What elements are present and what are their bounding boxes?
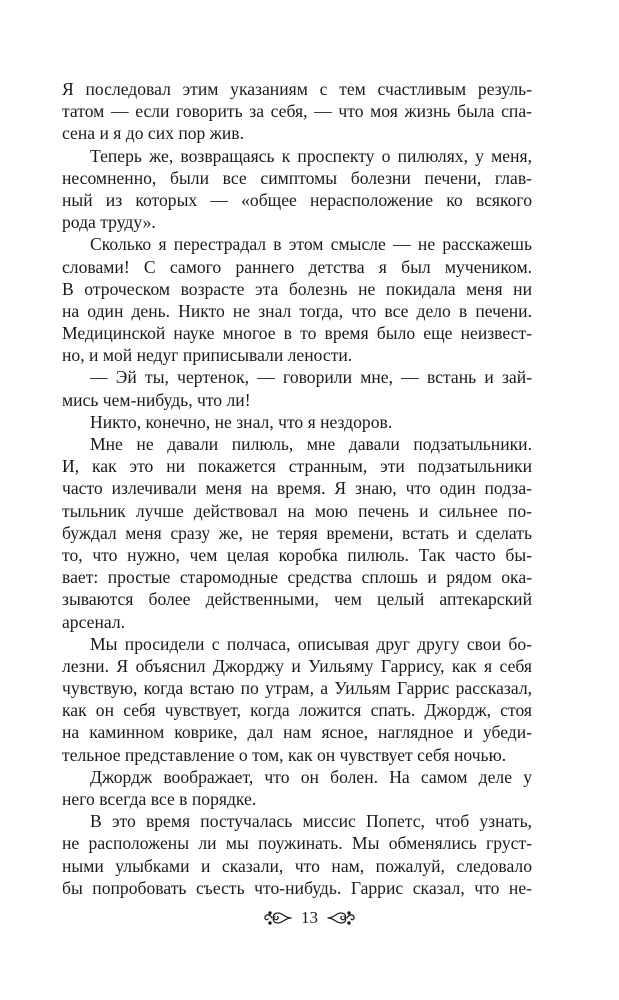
text-line: Теперь же, возвращаясь к проспекту о пилюлях, у меня, <box>90 145 532 166</box>
text-line: И, как это ни покажется странным, эти подзатыльники <box>62 456 532 477</box>
text-line: тельное представление о том, как он чувствует себя ночью. <box>62 744 507 765</box>
text-line: Джордж воображает, что он болен. На самом деле у <box>90 766 532 787</box>
text-line: него всегда все в порядке. <box>62 789 257 809</box>
text-line: как он себя чувствует, когда ложится спать. Джордж, стоя <box>62 700 532 721</box>
body-text <box>62 78 532 899</box>
text-line: лезни. Я объяснил Джорджу и Уильяму Гаррису, как я себя <box>62 655 532 676</box>
text-line: Я последовал этим указаниям с тем счастливым резуль- <box>62 79 532 99</box>
text-line: то, что нужно, чем целая коробка пилюль. Так часто бы- <box>62 544 532 565</box>
text-line: буждал меня сразу же, не теряя времени, встать и сделать <box>62 522 532 543</box>
text-line: Никто, конечно, не знал, что я нездоров. <box>90 411 393 432</box>
text-line: тыльник лучше действовал на мою печень и сильнее по- <box>62 500 532 521</box>
text-line: не расположены ли мы поужинать. Мы обменялись груст- <box>62 833 532 854</box>
text-line: татом — если говорить за себя, — что моя жизнь была спа- <box>62 101 532 122</box>
ornament-left-icon <box>263 909 293 927</box>
text-line: — Эй ты, чертенок, — говорили мне, — встань и зай- <box>90 367 532 388</box>
text-line: словами! С самого раннего детства я был мучеником. <box>62 256 532 277</box>
text-line: ными улыбками и сказали, что нам, пожалуй, следовало <box>62 855 532 876</box>
text-line: Сколько я перестрадал в этом смысле — не расскажешь <box>90 234 532 255</box>
text-line: В это время постучалась миссис Попетс, чтоб узнать, <box>90 811 532 832</box>
text-line: Мне не давали пилюль, мне давали подзатыльники. <box>90 434 532 454</box>
text-line: арсенал. <box>62 611 125 632</box>
text-line: часто излечивали меня на время. Я знаю, что один подза- <box>62 478 532 499</box>
text-line: Медицинской науке многое в то время было еще неизвест- <box>62 323 532 344</box>
text-line: чувствую, когда встаю по утрам, а Уильям Гаррис рассказал, <box>62 678 532 699</box>
text-line: несомненно, были все симптомы болезни печени, глав- <box>62 167 532 188</box>
text-line: мись чем-нибудь, что ли! <box>62 389 251 410</box>
text-line: Мы просидели с полчаса, описывая друг другу свои бо- <box>90 633 532 654</box>
text-line: зываются более действенными, чем целый аптекарский <box>62 589 532 610</box>
text-line: вает: простые старомодные средства сплошь и рядом ока- <box>62 567 532 588</box>
page-footer <box>0 908 619 928</box>
text-line: ный из которых — «общее нерасположение ко всякого <box>62 189 532 210</box>
text-line: сена и я до сих пор жив. <box>62 123 245 144</box>
ornament-right-icon <box>326 909 356 927</box>
page-number: 13 <box>301 908 318 927</box>
text-line: на один день. Никто не знал тогда, что все дело в печени. <box>62 300 532 321</box>
text-line: рода труду». <box>62 212 156 233</box>
text-line: бы попробовать съесть что-нибудь. Гаррис сказал, что не- <box>62 877 532 898</box>
text-line: на каминном коврике, дал нам ясное, наглядное и убеди- <box>62 722 532 743</box>
text-line: В отроческом возрасте эта болезнь не покидала меня ни <box>62 278 532 299</box>
text-line: но, и мой недуг приписывали лености. <box>62 345 353 366</box>
